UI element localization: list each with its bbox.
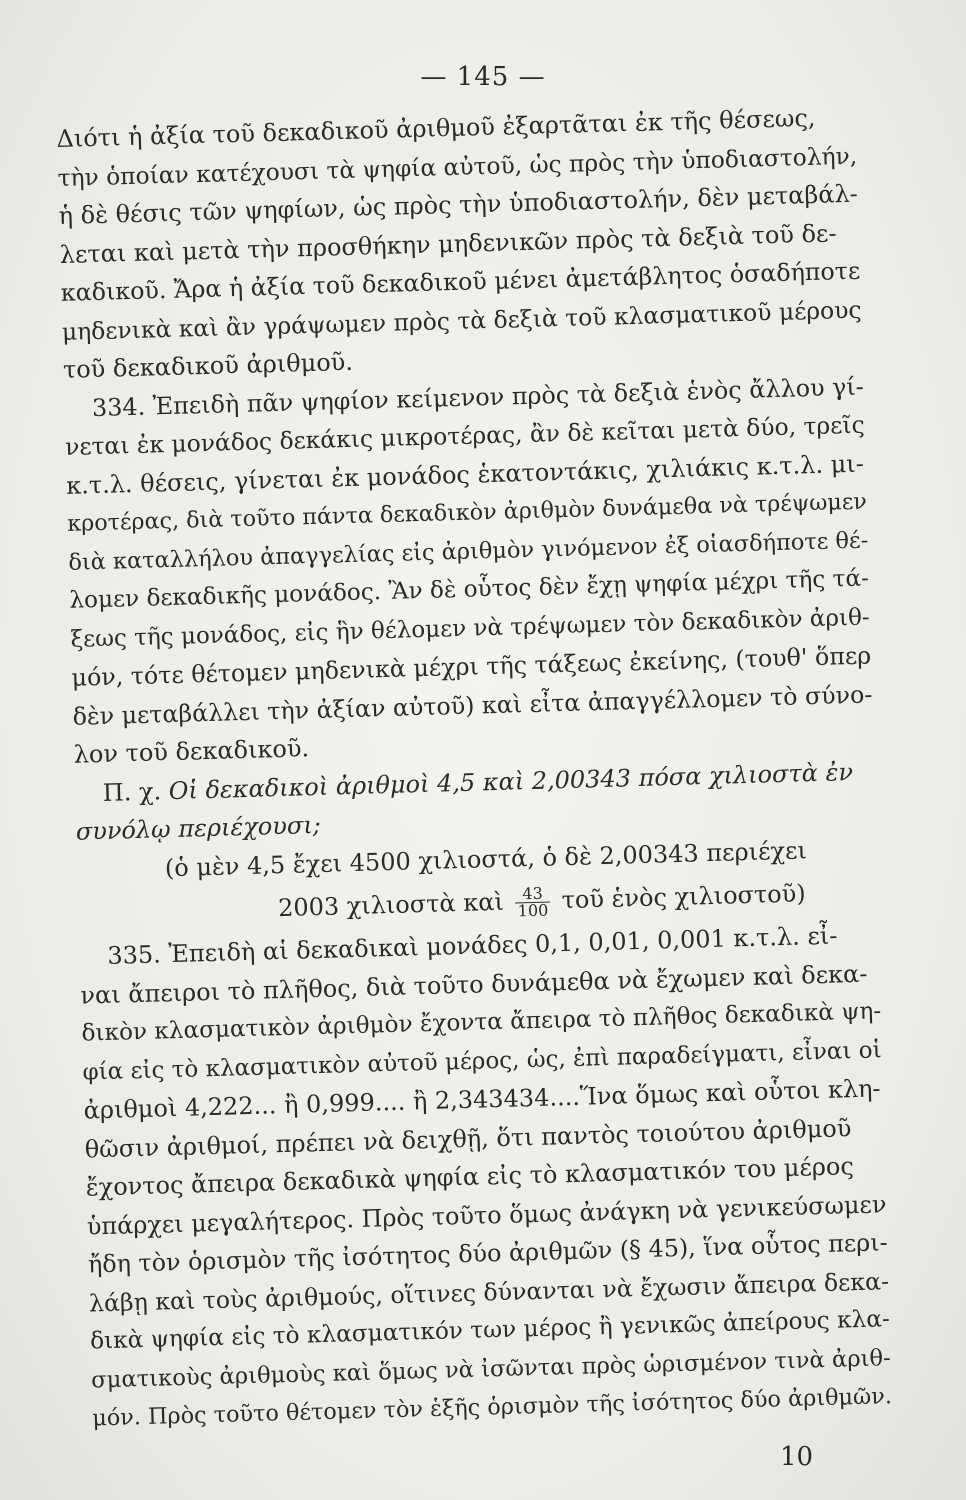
example-answer: (ὁ μὲν 4,5 ἔχει 4500 χιλιοστά, ὁ δὲ 2,00343 περιέχει [164, 835, 808, 882]
text-line: λον τοῦ δεκαδικοῦ. [73, 734, 310, 769]
text-line: μηδενικὰ καὶ ἂν γράψωμεν πρὸς τὰ δεξιὰ τοῦ κλασματικοῦ μέρους [61, 295, 862, 346]
text-line: λομεν δεκαδικῆς μονάδος. Ἂν δὲ οὗτος δὲν ἔχῃ ψηφία μέχρι τῆς τά- [69, 565, 870, 614]
text-line: ἤδη τὸν ὁρισμὸν τῆς ἰσότητος δύο ἀριθμῶν (§ 45), ἵνα οὗτος περι- [87, 1228, 888, 1279]
text-line: μόν. Πρὸς τοῦτο θέτομεν τὸν ἑξῆς ὁρισμὸν τῆς ἰσότητος δύο ἀριθμῶν. [91, 1383, 893, 1432]
text-line: δὲν μεταβάλλει τὴν ἀξίαν αὐτοῦ) καὶ εἶτα ἀπαγγέλλομεν τὸ σύνο- [72, 679, 873, 731]
text-line: τὴν ὁποίαν κατέχουσι τὰ ψηφία αὐτοῦ, ὡς πρὸς τὴν ὑποδιαστολήν, [57, 141, 858, 192]
text-line: Διότι ἡ ἀξία τοῦ δεκαδικοῦ ἀριθμοῦ ἐξαρτᾶται ἐκ τῆς θέσεως, [56, 103, 816, 153]
text-line: 334. Ἐπειδὴ πᾶν ψηφίον κείμενον πρὸς τὰ δεξιὰ ἑνὸς ἄλλου γί- [91, 372, 865, 422]
paragraph-335 [79, 915, 893, 1438]
fraction-denominator: 100 [517, 900, 549, 921]
text-line: ὑπάρχει μεγαλήτερος. Πρὸς τοῦτο ὅμως ἀνάγκη νὰ γενικεύσωμεν [86, 1189, 887, 1241]
main-text [56, 98, 893, 1438]
text-line: τοῦ δεκαδικοῦ ἀριθμοῦ. [62, 347, 354, 384]
text-line: 335. Ἐπειδὴ αἱ δεκαδικαὶ μονάδες 0,1, 0,01, 0,001 κ.τ.λ. εἶ- [106, 921, 838, 970]
paragraph-intro [56, 98, 863, 390]
example-answer-part-b: τοῦ ἑνὸς χιλιοστοῦ) [561, 879, 806, 915]
text-line: μόν, τότε θέτομεν μηδενικὰ μέχρι τῆς τάξεως ἐκείνης, (τουθ' ὅπερ [71, 641, 872, 692]
text-line: ἔχοντος ἄπειρα δεκαδικὰ ψηφία εἰς τὸ κλασματικόν του μέρος [85, 1152, 855, 1202]
text-line: κροτέρας, διὰ τοῦτο πάντα δεκαδικὸν ἀριθμὸν δυνάμεθα νὰ τρέψωμεν [66, 488, 868, 537]
signature-mark: 10 [780, 1442, 814, 1472]
text-line: δικὸν κλασματικὸν ἀριθμὸν ἔχοντα ἄπειρα τὸ πλῆθος δεκαδικὰ ψη- [81, 998, 882, 1047]
text-line: ἀριθμοὶ 4,222... ἢ 0,999.... ἢ 2,343434....Ἵνα ὅμως καὶ οὗτοι κλη- [83, 1074, 881, 1125]
paragraph-334 [64, 367, 874, 774]
text-line: θῶσιν ἀριθμοί, πρέπει νὰ δειχθῇ, ὅτι παντὸς τοιούτου ἀριθμοῦ [84, 1113, 852, 1164]
text-line: ξεως τῆς μονάδος, εἰς ἣν θέλομεν νὰ τρέψωμεν τὸν δεκαδικὸν ἀριθ- [70, 603, 871, 653]
example-question-text: Οἱ δεκαδικοὶ ἀριθμοὶ 4,5 καὶ 2,00343 πόσα χιλιοστὰ ἐν [168, 757, 854, 805]
text-line: ἡ δὲ θέσις τῶν ψηφίων, ὡς πρὸς τὴν ὑποδιαστολήν, δὲν μεταβάλ- [58, 179, 859, 230]
fraction-numerator: 43 [515, 886, 550, 904]
text-line: δικὰ ψηφία εἰς τὸ κλασματικόν των μέρος ἢ γενικῶς ἀπείρους κλα- [89, 1305, 891, 1355]
text-line: καδικοῦ. Ἄρα ἡ ἀξία τοῦ δεκαδικοῦ μένει ἀμετάβλητος ὁσαδήποτε [60, 256, 861, 307]
text-line: σματικοὺς ἀριθμοὺς καὶ ὅμως νὰ ἰσῶνται πρὸς ὡρισμένον τινὰ ἀριθ- [90, 1344, 892, 1394]
fraction [515, 883, 550, 921]
text-line: λάβῃ καὶ τοὺς ἀριθμούς, οἵτινες δύνανται νὰ ἔχωσιν ἄπειρα δεκα- [88, 1266, 890, 1318]
text-line: λεται καὶ μετὰ τὴν προσθήκην μηδενικῶν πρὸς τὰ δεξιὰ τοῦ δε- [59, 218, 837, 269]
page-number: — 145 — [420, 62, 546, 92]
text-line: διὰ καταλλήλου ἀπαγγελίας εἰς ἀριθμὸν γινόμενον ἐξ οἱασδήποτε θέ- [67, 526, 869, 576]
example-question-text-2: συνόλῳ περιέχουσι; [75, 810, 322, 846]
text-line: φία εἰς τὸ κλασματικὸν αὐτοῦ μέρος, ὡς, ἐπὶ παραδείγματι, εἶναι οἱ [82, 1036, 882, 1086]
example-block [74, 752, 878, 938]
example-label: Π. χ. [102, 776, 162, 807]
text-line: κ.τ.λ. θέσεις, γίνεται ἐκ μονάδος ἑκατοντάκις, χιλιάκις κ.τ.λ. μι- [65, 449, 865, 500]
text-line: νεται ἐκ μονάδος δεκάκις μικροτέρας, ἂν δὲ κεῖται μετὰ δύο, τρεῖς [64, 410, 865, 461]
text-line: ναι ἄπειροι τὸ πλῆθος, διὰ τοῦτο δυνάμεθα νὰ ἔχωμεν καὶ δεκα- [80, 959, 868, 1010]
example-answer-part-a: 2003 χιλιοστὰ καὶ [277, 887, 505, 923]
